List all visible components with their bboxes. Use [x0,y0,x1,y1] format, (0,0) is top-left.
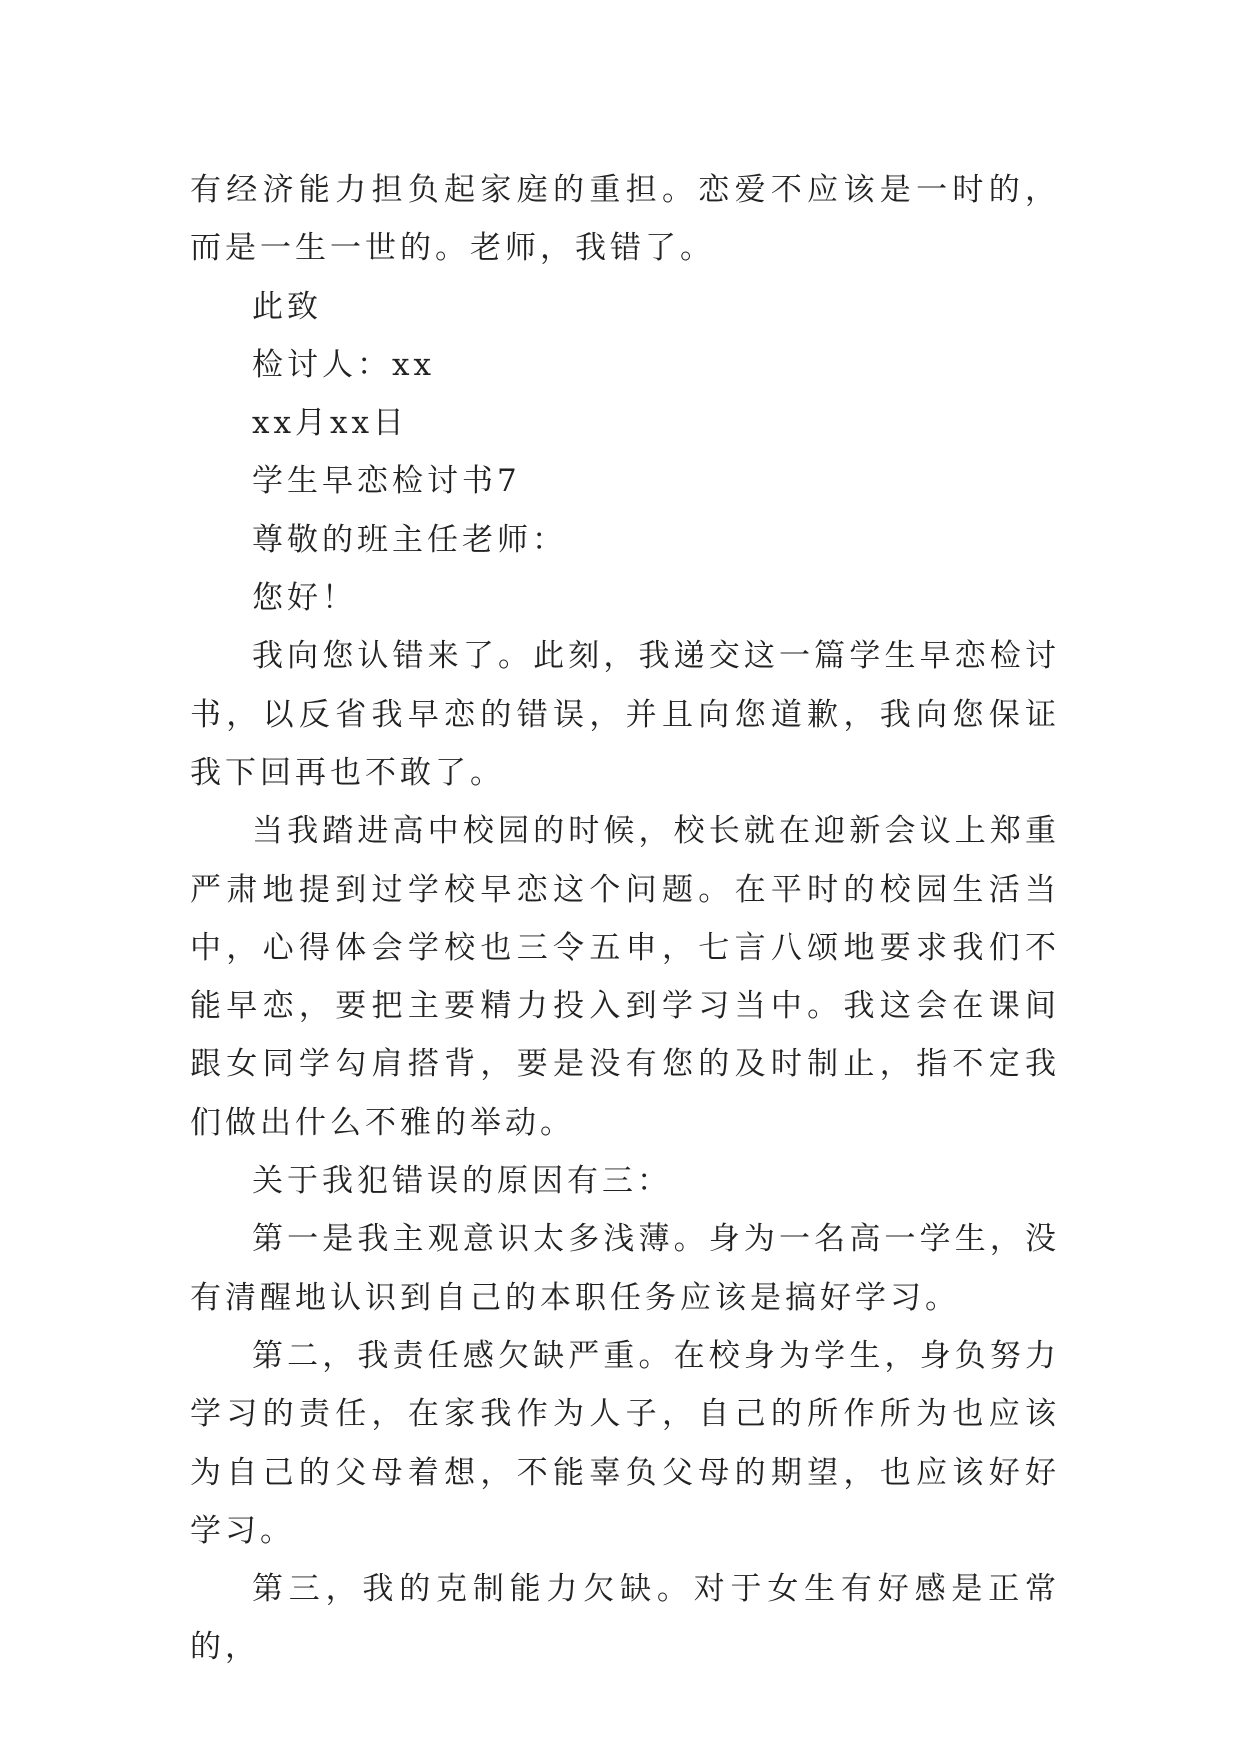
paragraph: 第二，我责任感欠缺严重。在校身为学生，身负努力学习的责任，在家我作为人子，自己的所作所为也应该为自己的父母着想，不能辜负父母的期望，也应该好好学习。 [190,1337,1060,1549]
paragraph: 第一是我主观意识太多浅薄。身为一名高一学生，没有清醒地认识到自己的本职任务应该是搞好学习。 [190,1221,1060,1316]
paragraph: 我向您认错来了。此刻，我递交这一篇学生早恋检讨书，以反省我早恋的错误，并且向您道歉，我向您保证我下回再也不敢了。 [190,638,1060,791]
salutation: 尊敬的班主任老师： [252,521,567,558]
date-line: xx月xx日 [252,405,408,442]
greeting: 您好！ [252,580,357,617]
document-body [190,161,1060,1677]
section-title: 学生早恋检讨书7 [252,463,521,500]
paragraph: 第三，我的克制能力欠缺。对于女生有好感是正常的， [190,1571,1060,1666]
closing-salutation: 此致 [252,288,322,325]
signature-line: 检讨人：xx [252,346,435,383]
paragraph: 当我踏进高中校园的时候，校长就在迎新会议上郑重严肃地提到过学校早恋这个问题。在平时的校园生活当中，心得体会学校也三令五申，七言八颂地要求我们不能早恋，要把主要精力投入到学习当中。我这会在课间跟女同学勾肩搭背，要是没有您的及时制止，指不定我们做出什么不雅的举动。 [190,813,1060,1141]
paragraph: 有经济能力担负起家庭的重担。恋爱不应该是一时的，而是一生一世的。老师，我错了。 [190,172,1060,267]
paragraph: 关于我犯错误的原因有三： [252,1163,672,1200]
